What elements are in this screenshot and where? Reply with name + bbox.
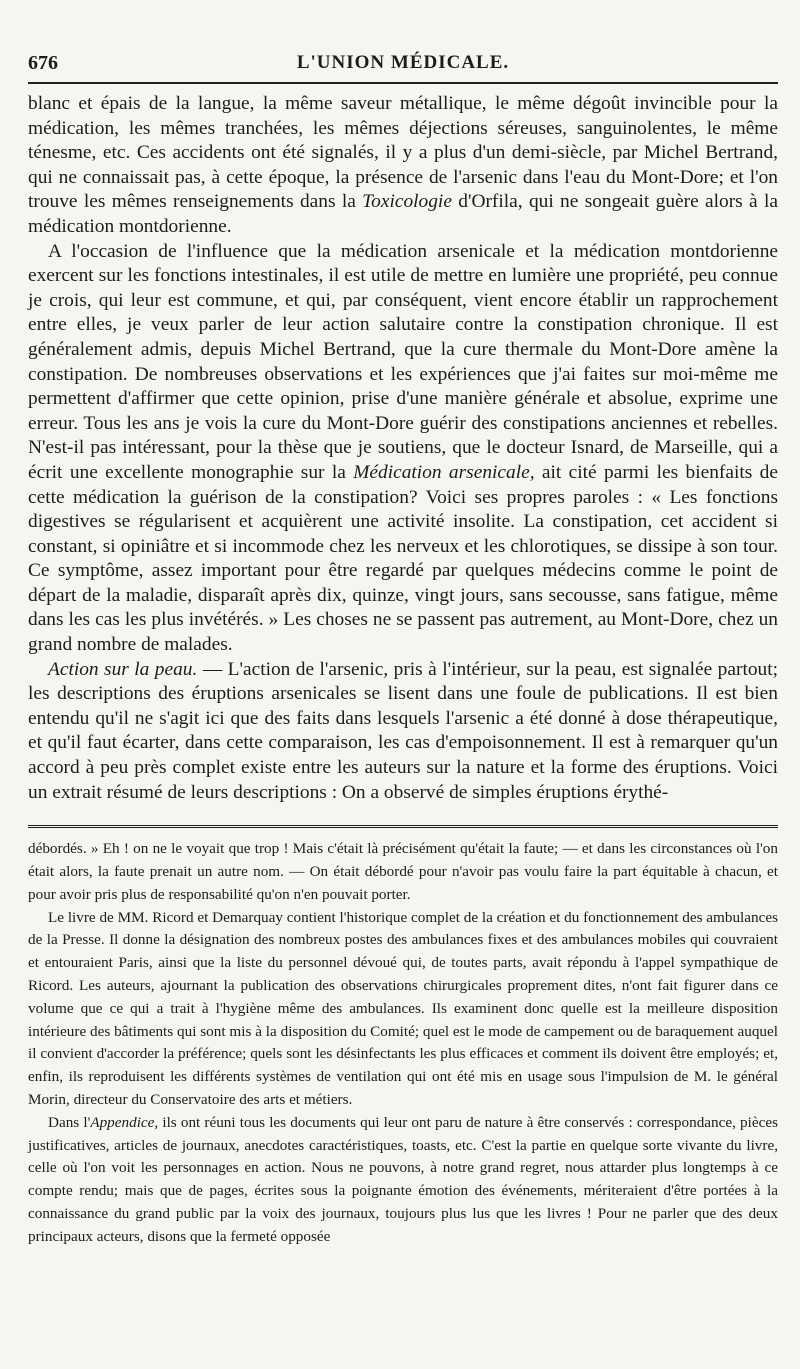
paragraph-2-text-b: ait cité parmi les bienfaits de cette médication la guérison de la constipation? Voici ses propres paroles : « Les fonctions digestives se régularisent et acquièrent une activité insolite. La constipation, cet accident si constant, si opiniâtre et si incommode chez les nerveux et les chlorotiques, se dissipe à son tour. Ce symptôme, assez important pour être regardé par quelques médecins comme le point de départ de la maladie, disparaît après dix, quinze, vingt jours, sans secousse, sans fatigue, même dans les cas les plus invétérés. » Les choses ne se passent pas autrement, au Mont-Dore, chez un grand nombre de malades. bbox=[28, 461, 778, 656]
paragraph-1-italic: Toxicologie bbox=[362, 191, 452, 213]
section-heading-peau: Action sur la peau. bbox=[48, 658, 198, 680]
separator-rule bbox=[28, 825, 778, 828]
page-header bbox=[28, 48, 778, 84]
page-number: 676 bbox=[28, 52, 58, 74]
main-text bbox=[28, 92, 778, 805]
paragraph-1-text: blanc et épais de la langue, la même saveur métallique, le même dégoût invincible pour la médication, les mêmes tranchées, les mêmes déjections séreuses, sanguinolentes, le même ténesme, etc. Ces accidents ont été signalés, il y a plus d'un demi-siècle, par Michel Bertrand, qui ne connaissait pas, à cette époque, la présence de l'arsenic dans l'eau du Mont-Dore; et l'on trouve les mêmes renseignements dans la bbox=[28, 93, 778, 213]
paragraph-1 bbox=[28, 92, 778, 240]
note-paragraph-1: débordés. » Eh ! on ne le voyait que trop ! Mais c'était là précisément qu'était la faute; — et dans les circonstances où l'on était alors, la faute prenait un autre nom. — On était débordé pour n'avoir pas voulu faire la part équitable à chacun, et pour avoir pris plus de responsabilité qu'on n'en pouvait porter. bbox=[28, 840, 778, 903]
running-title: L'UNION MÉDICALE. bbox=[296, 52, 510, 73]
feuilleton-text bbox=[28, 838, 778, 1248]
paragraph-2 bbox=[28, 240, 778, 658]
paragraph-3 bbox=[28, 658, 778, 806]
paragraph-2-text-a: A l'occasion de l'influence que la médication arsenicale et la médication montdorienne exercent sur les fonctions intestinales, il est utile de mettre en lumière une propriété, peu connue je crois, qui leur est commune, et qui, par conséquent, vient encore établir un rapprochement entre elles, je veux parler de leur action salutaire contre la constipation chronique. Il est généralement admis, depuis Michel Bertrand, que la cure thermale du Mont-Dore amène la constipation. De nombreuses observations et les expériences que j'ai faites sur moi-même me permettent d'affirmer que cette opinion, prise d'une manière générale et absolue, exprime une erreur. Tous les ans je vois la cure du Mont-Dore guérir des constipations anciennes et rebelles. N'est-il pas intéressant, pour la thèse que je soutiens, que le docteur Isnard, de Marseille, qui a écrit une excellente monographie sur la bbox=[28, 240, 778, 483]
note-paragraph-3 bbox=[28, 1112, 778, 1249]
paragraph-1-end: d'Orfila, qui ne songeait guère alors à la médication montdorienne. bbox=[28, 191, 778, 237]
note-paragraph-2: Le livre de MM. Ricord et Demarquay contient l'historique complet de la création et du fonctionnement des ambulances de la Presse. Il donne la désignation des nombreux postes des ambulances fixes et des ambulances mobiles qui couvraient et entouraient Paris, ainsi que la liste du personnel dévoué qui, de toutes parts, avait répondu à l'appel sympathique de Ricord. Les auteurs, ajournant la publication des observations chirurgicales proprement dites, n'ont fait figurer dans ce volume que ce qui a trait à l'hygiène même des ambulances. Ils examinent donc quelle est la meilleure disposition intérieure des bâtiments qui sont mis à la disposition du Comité; quel est le mode de campement ou de baraquement auquel il convient d'accorder la préférence; quels sont les désinfectants les plus efficaces et comment ils doivent être employés; et, enfin, ils reproduisent les différents systèmes de ventilation qui ont été mis en usage sous l'impulsion de M. le général Morin, directeur du Conservatoire des arts et métiers. bbox=[28, 908, 778, 1108]
note-paragraph-3-b: ils ont réuni tous les documents qui leur ont paru de nature à être conservés : correspondance, pièces justificatives, articles de journaux, anecdotes caractéristiques, toasts, etc. C'est la partie en quelque sorte vivante du livre, celle où l'on voit les personnages en action. Nous ne pouvons, à notre grand regret, nous attarder plus longtemps à ce compte rendu; mais que de pages, écrites sous la poignante émotion des événements, mériteraient d'être portées à la connaissance du grand public par la voix des journaux, toujours plus lus que les livres ! Pour ne parler que des deux principaux acteurs, disons que la fermeté opposée bbox=[28, 1113, 778, 1245]
paragraph-3-text: — L'action de l'arsenic, pris à l'intérieur, sur la peau, est signalée partout; les descriptions des éruptions arsenicales se lisent dans une foule de publications. Il est bien entendu qu'il ne s'agit ici que des faits dans lesquels l'arsenic a été donné à dose thérapeutique, et qu'il faut écarter, dans cette comparaison, les cas d'empoisonnement. Il est à remarquer qu'un accord à peu près complet existe entre les auteurs sur la nature et la forme des éruptions. Voici un extrait résumé de leurs descriptions : On a observé de simples éruptions érythé- bbox=[28, 658, 778, 803]
note-paragraph-3-a: Dans l' bbox=[48, 1113, 91, 1131]
note-paragraph-3-italic: Appendice, bbox=[90, 1113, 159, 1131]
paragraph-2-italic: Médication arsenicale, bbox=[353, 461, 535, 483]
